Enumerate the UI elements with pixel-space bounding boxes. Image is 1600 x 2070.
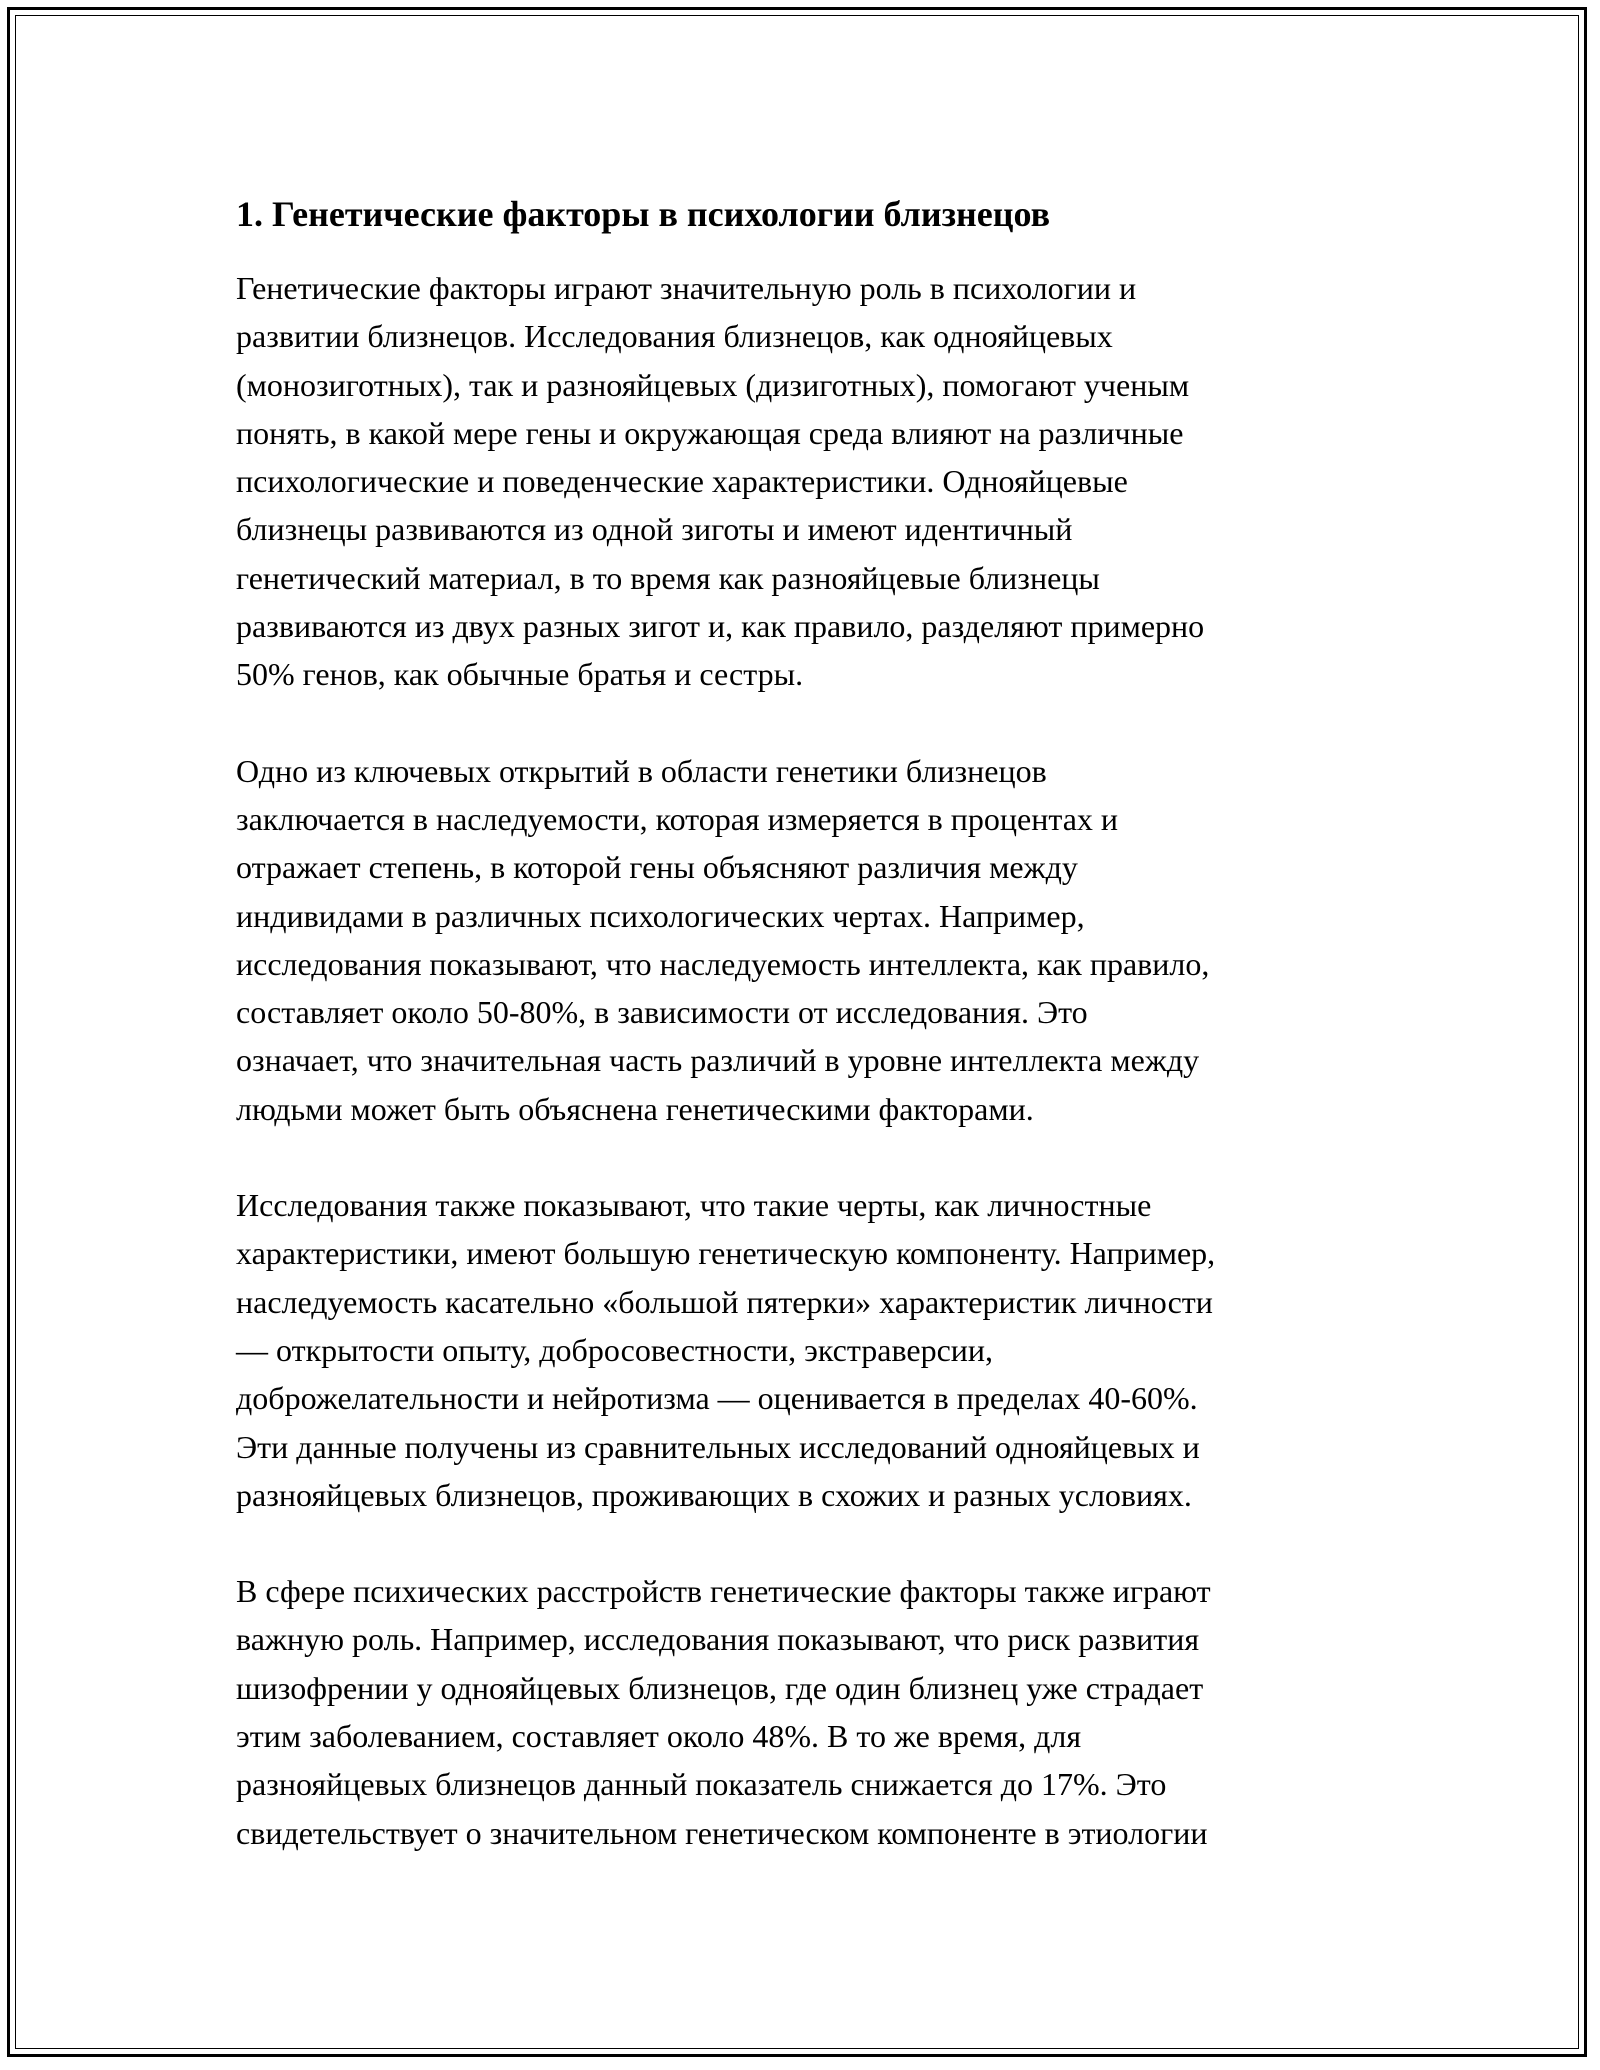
paragraph-1: Генетические факторы играют значительную роль в психологии и развитии близнецов. Исследования близнецов, как однояйцевых (монозиготных), так и разнояйцевых (дизиготных), помогают ученым понять, в какой мере гены и окружающая среда влияют на различные психологические и поведенческие характеристики. Однояйцевые близнецы развиваются из одной зиготы и имеют идентичный генетический материал, в то время как разнояйцевые близнецы развиваются из двух разных зигот и, как правило, разделяют примерно 50% генов, как обычные братья и сестры.	[236, 270, 1205, 693]
paragraph-2: Одно из ключевых открытий в области генетики близнецов заключается в наследуемости, которая измеряется в процентах и отражает степень, в которой гены объясняют различия между индивидами в различных психологических чертах. Например, исследования показывают, что наследуемость интеллекта, как правило, составляет около 50-80%, в зависимости от исследования. Это означает, что значительная часть различий в уровне интеллекта между людьми может быть объяснена генетическими факторами.	[236, 752, 1210, 1127]
paragraph-3: Исследования также показывают, что такие черты, как личностные характеристики, имеют большую генетическую компоненту. Например, наследуемость касательно «большой пятерки» характеристик личности — открытости опыту, добросовестности, экстраверсии, доброжелательности и нейротизма — оценивается в пределах 40-60%. Эти данные получены из сравнительных исследований однояйцевых и разнояйцевых близнецов, проживающих в схожих и разных условиях.	[236, 1187, 1216, 1513]
section-heading: 1. Генетические факторы в психологии близнецов	[236, 194, 1051, 234]
document-body	[236, 190, 1396, 1905]
paragraph-4: В сфере психических расстройств генетические факторы также играют важную роль. Например, исследования показывают, что риск развития шизофрении у однояйцевых близнецов, где один близнец уже страдает этим заболеванием, составляет около 48%. В то же время, для разнояйцевых близнецов данный показатель снижается до 17%. Это свидетельствует о значительном генетическом компоненте в этиологии	[236, 1573, 1211, 1851]
